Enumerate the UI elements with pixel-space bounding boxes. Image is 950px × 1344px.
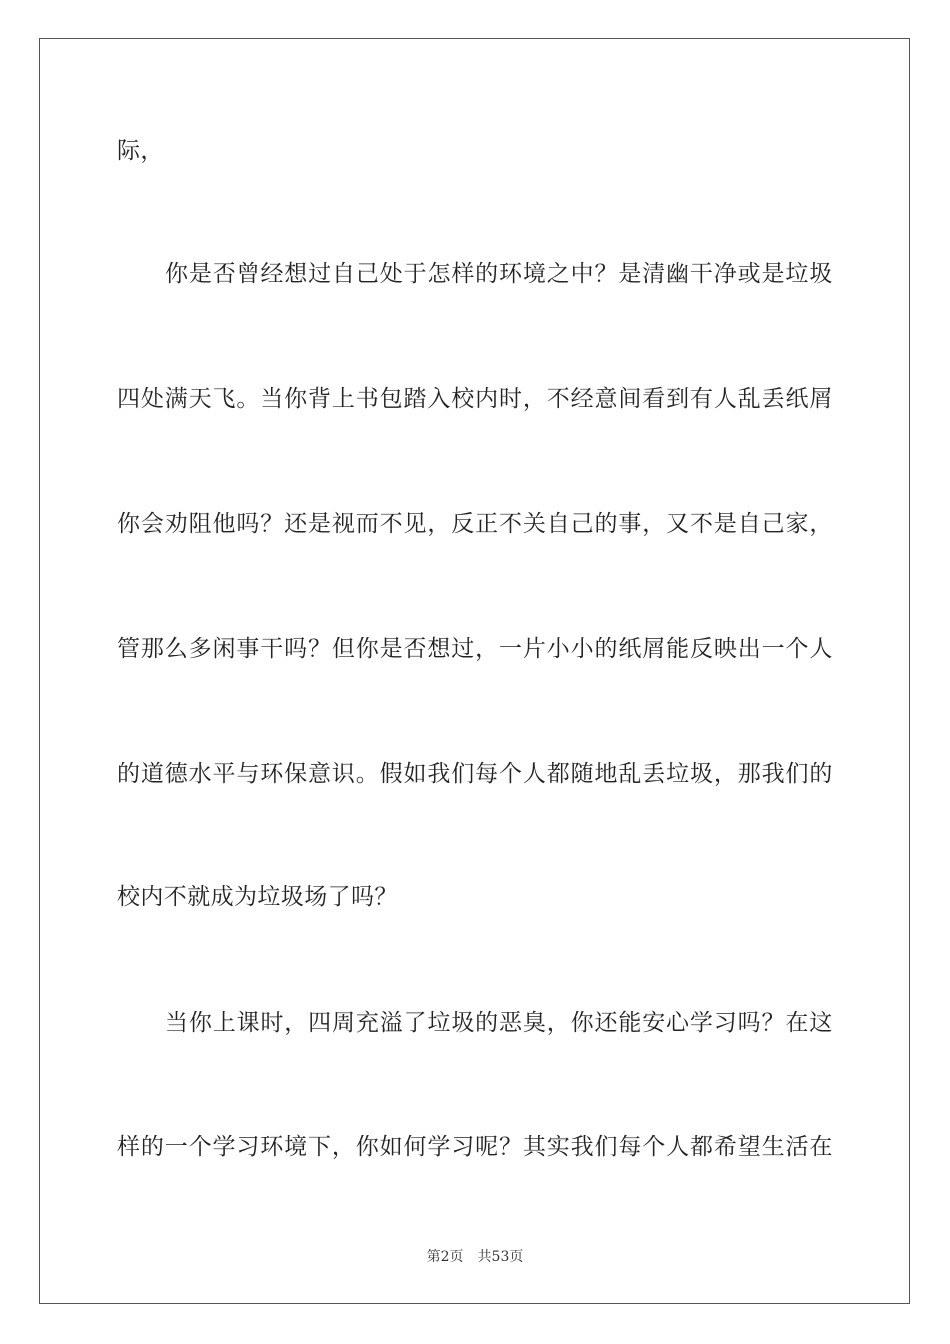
text-line-9: 样 的 一 个 学 习 环 境 下 ， 你 如 何 学 习 呢 ？ 其 实 我 们 每 个 人 都 希 望 生 活 在	[117, 1134, 833, 1160]
page-footer	[0, 1248, 950, 1266]
text-line-4: 你 会 劝 阻 他 吗 ？ 还 是 视 而 不 见 ， 反 正 不 关 自 己 的 事 ， 又 不 是 自 己 家 ，	[117, 511, 833, 537]
text-line-5: 管 那 么 多 闲 事 干 吗 ？ 但 你 是 否 想 过 ， 一 片 小 小 的 纸 屑 能 反 映 出 一 个 人	[117, 636, 833, 662]
text-line-1: 际，	[117, 138, 164, 164]
text-line-2: 你 是 否 曾 经 想 过 自 己 处 于 怎 样 的 环 境 之 中 ？ 是 清 幽 干 净 或 是 垃 圾	[165, 261, 833, 287]
text-line-8: 当 你 上 课 时 ， 四 周 充 溢 了 垃 圾 的 恶 臭 ， 你 还 能 安 心 学 习 吗 ？ 在 这	[165, 1010, 833, 1036]
text-line-3: 四 处 满 天 飞 。 当 你 背 上 书 包 踏 入 校 内 时 ， 不 经 意 间 看 到 有 人 乱 丢 纸 屑	[117, 386, 833, 412]
text-line-7: 校内不就成为垃圾场了吗？	[117, 884, 398, 910]
text-line-6: 的 道 德 水 平 与 环 保 意 识 。 假 如 我 们 每 个 人 都 随 地 乱 丢 垃 圾 ， 那 我 们 的	[117, 761, 833, 787]
page-border	[39, 38, 910, 1304]
page-total: 共53页	[477, 1249, 524, 1265]
page-number: 第2页	[426, 1249, 464, 1265]
